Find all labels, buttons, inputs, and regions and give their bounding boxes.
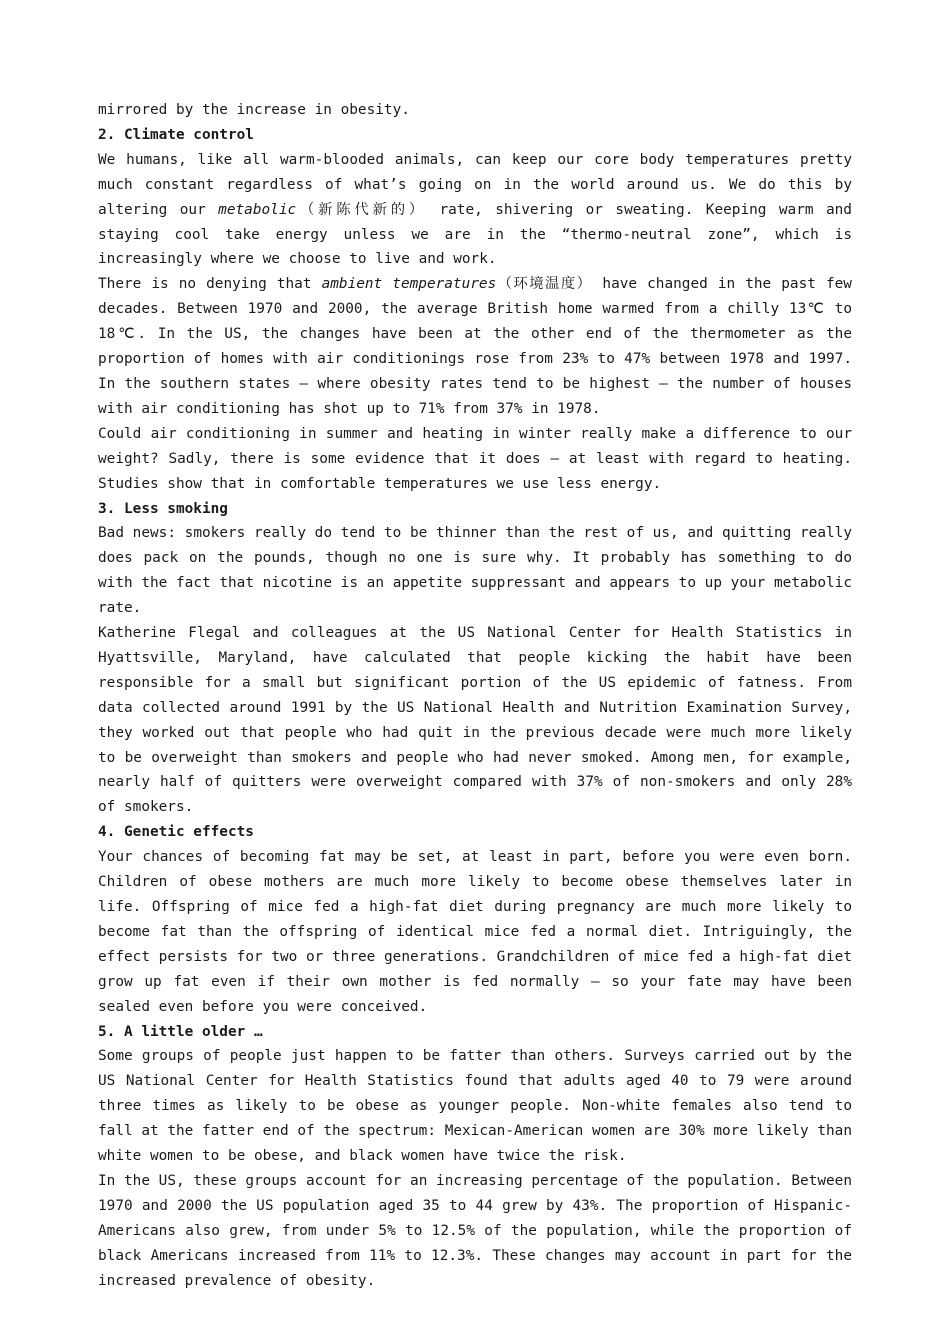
paragraph — [98, 272, 852, 421]
section-heading: 2. Climate control — [98, 126, 254, 143]
paragraph: In the US, these groups account for an increasing percentage of the population. Between 1970 and 2000 the US population aged 35 to 44 grew by 43%. The proportion of Hispanic-Americans also grew, from under 5% to 12.5% of the population, while the proportion of black Americans increased from 11% to 12.3%. These changes may account in part for the increased prevalence of obesity. — [98, 1172, 852, 1289]
paragraph: Could air conditioning in summer and heating in winter really make a difference to our weight? Sadly, there is some evidence that it does – at least with regard to heating. Studies show that in comfortable temperatures we use less energy. — [98, 425, 852, 492]
section-heading: 4. Genetic effects — [98, 824, 254, 841]
paragraph: mirrored by the increase in obesity. — [98, 102, 410, 118]
paragraph: Bad news: smokers really do tend to be thinner than the rest of us, and quitting really does pack on the pounds, though no one is sure why. It probably has something to do with the fact that nicotine is an appetite suppressant and appears to up your metabolic rate. — [98, 525, 852, 617]
section-heading: 3. Less smoking — [98, 500, 228, 517]
section-heading: 5. A little older … — [98, 1023, 263, 1040]
text-run: There is no denying that — [98, 276, 322, 293]
document-page — [98, 98, 852, 1294]
chinese-gloss: （新陈代新的） — [296, 201, 428, 218]
text-run: We humans, like all warm-blooded animals, can keep our core body temperatures pretty much constant regardless of what’s going on in the world around us. We do this by altering our — [98, 151, 852, 218]
glossary-term: metabolic — [218, 201, 297, 218]
text-run: rate, shivering or sweating. Keeping warm and staying cool take energy unless we are in the “thermo-neutral zone”, which is increasingly where we choose to live and work. — [98, 201, 852, 268]
paragraph: Some groups of people just happen to be fatter than others. Surveys carried out by the US National Center for Health Statistics found that adults aged 40 to 79 were around three times as likely to be obese as younger people. Non-white females also tend to fall at the fatter end of the spectrum: Mexican-American women are 30% more likely than white women to be obese, and black women have twice the risk. — [98, 1048, 852, 1165]
paragraph: Katherine Flegal and colleagues at the US National Center for Health Statistics in Hyattsville, Maryland, have calculated that people kicking the habit have been responsible for a small but significant portion of the US epidemic of fatness. From data collected around 1991 by the US National Health and Nutrition Examination Survey, they worked out that people who had quit in the previous decade were much more likely to be overweight than smokers and people who had never smoked. Among men, for example, nearly half of quitters were overweight compared with 37% of non-smokers and only 28% of smokers. — [98, 625, 852, 816]
paragraph — [98, 148, 852, 273]
chinese-gloss: （环境温度） — [496, 276, 593, 293]
paragraph: Your chances of becoming fat may be set, at least in part, before you were even born. Children of obese mothers are much more likely to become obese themselves later in life. Offspring of mice fed a high-fat diet during pregnancy are much more likely to become fat than the offspring of identical mice fed a normal diet. Intriguingly, the effect persists for two or three generations. Grandchildren of mice fed a high-fat diet grow up fat even if their own mother is fed normally – so your fate may have been sealed even before you were conceived. — [98, 849, 852, 1015]
glossary-term: ambient temperatures — [321, 276, 497, 293]
text-run: have changed in the past few decades. Between 1970 and 2000, the average British home warmed from a chilly 13℃ to 18℃. In the US, the changes have been at the other end of the thermometer as the proportion of homes with air conditionings rose from 23% to 47% between 1978 and 1997. In the southern states – where obesity rates tend to be highest – the number of houses with air conditioning has shot up to 71% from 37% in 1978. — [98, 276, 852, 417]
